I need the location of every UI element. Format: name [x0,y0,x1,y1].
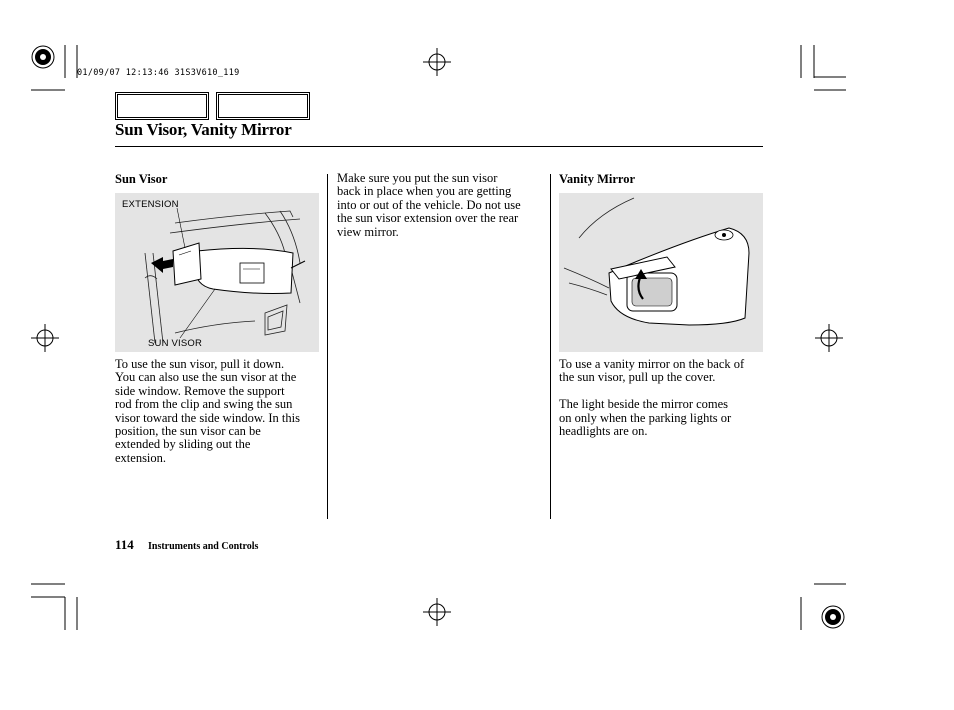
text-line: visor toward the side window. In this [115,410,300,425]
text-line: rod from the clip and swing the sun [115,397,293,412]
text-line: on only when the parking lights or [559,410,732,425]
page-title: Sun Visor, Vanity Mirror [115,120,292,139]
text-line: To use the sun visor, pull it down. [115,357,285,371]
sun-visor-illustration [115,193,319,352]
extension-label: EXTENSION [122,199,179,210]
text-line: into or out of the vehicle. Do not use [337,197,521,212]
text-line: You can also use the sun visor at the [115,370,297,385]
vanity-mirror-body [559,358,769,438]
text-line: extended by sliding out the [115,437,251,452]
header-tab-1 [115,92,209,120]
text-line: The light beside the mirror comes [559,397,729,412]
text-line: back in place when you are getting [337,184,512,199]
text-line: extension. [115,450,167,465]
print-stamp: 01/09/07 12:13:46 31S3V610_119 [77,68,240,78]
page-number: 114 [115,537,134,552]
vanity-mirror-illustration [559,193,763,352]
header-tab-2 [216,92,310,120]
vanity-mirror-heading: Vanity Mirror [559,172,636,186]
text-line: position, the sun visor can be [115,424,261,439]
visor-safety-note [337,172,549,239]
text-line: Make sure you put the sun visor [337,171,498,185]
sun-visor-figure [115,193,319,352]
sun-visor-heading: Sun Visor [115,172,168,186]
section-name: Instruments and Controls [148,541,259,552]
sun-visor-body [115,358,325,465]
text-line: headlights are on. [559,424,648,439]
text-line: side window. Remove the support [115,383,285,398]
sun-visor-label: SUN VISOR [148,338,203,349]
text-line: the sun visor extension over the rear [337,211,519,226]
column-divider-1 [327,174,328,519]
text-line: the sun visor, pull up the cover. [559,370,716,385]
text-line: view mirror. [337,224,399,239]
title-rule [115,146,763,147]
vanity-mirror-figure [559,193,763,352]
text-line: To use a vanity mirror on the back of [559,357,745,371]
column-divider-2 [550,174,551,519]
